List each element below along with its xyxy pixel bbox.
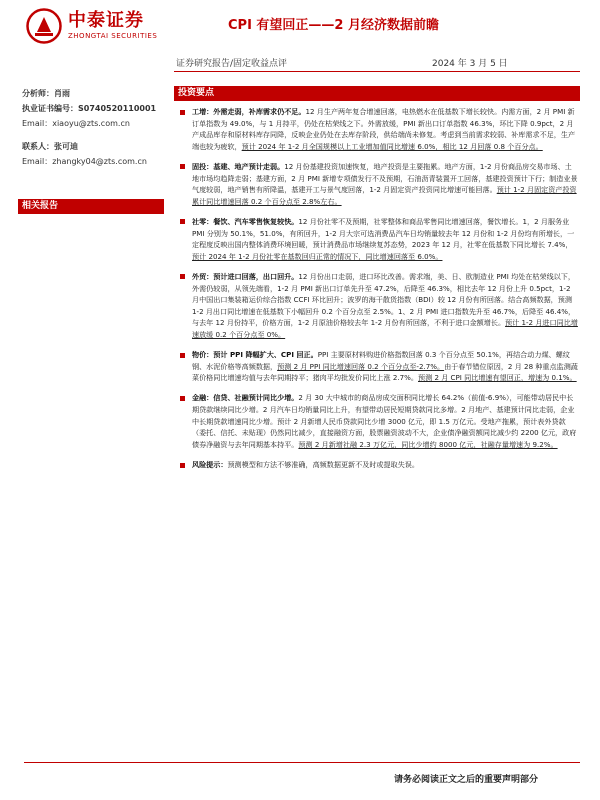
bullet-icon: [180, 274, 185, 279]
footer-divider: [24, 762, 580, 763]
point-retail: [178, 216, 578, 262]
footer-disclaimer: 请务必阅读正文之后的重要声明部分: [394, 775, 539, 785]
bullet-icon: [180, 110, 185, 115]
point-trade: [178, 271, 578, 341]
analyst-info: [22, 86, 168, 169]
report-title: CPI 有望回正——2 月经济数据前瞻: [228, 18, 440, 33]
point-industrial: [178, 106, 578, 152]
contact-label: 联系人：: [22, 142, 54, 151]
brand-emblem-icon: [26, 8, 62, 44]
license-number: S0740520110001: [78, 104, 157, 113]
point-highlight: 预计 2024 年 1-2 月全国规模以上工业增加值同比增速 6.0%，相比 12 月回落 0.8 个百分点。: [241, 141, 543, 151]
point-lead: 物价：预计 PPI 降幅扩大、CPI 回正。: [192, 350, 318, 360]
point-highlight: 预测 2 月新增社融 2.3 万亿元，同比少增约 8000 亿元，社融存量增速为 9.2%。: [298, 439, 558, 449]
related-reports-header: 相关报告: [18, 199, 164, 214]
point-body: 预测模型和方法不够准确，高频数据更新不及时或提取失误。: [227, 460, 419, 469]
report-date: 2024 年 3 月 5 日: [432, 59, 508, 69]
license-row: [22, 101, 168, 116]
point-lead: 固投：基建、地产预计走弱。: [192, 161, 285, 171]
point-body: 2 月 30 大中城市的商品房成交面积同比增长 64.2%（前值-6.9%），可能带动居民中长期贷款继续同比少增。2 月汽车日均销量同比上升，有望带动居民短期贷款同比多增。2 月地产、基建预计同比走弱，企业中长期贷款增速同比少增。预计 2 月新增人民币贷款同比少增 3000 亿元，即 1.5 万亿元。受地产拖累，预计表外贷款（委托、信托、未贴现）仍然同比减少，直接融资方面，股票融资波动不大，企业债净融资额同比减少约 2200 亿元，政府债券净融资与去年同期基本持平。: [192, 393, 577, 449]
email-label: Email：: [22, 157, 53, 166]
point-highlight: 预计 1-2 月进口同比增速放缓 0.2 个百分点至 0%。: [192, 318, 578, 339]
point-body: 12 月份基建投资加速恢复，地产投资是主要拖累。地产方面，1-2 月份商品房交易市场、土地市场均趋降走弱；基建方面，2 月 PMI 新增专项债发行不及预期，石油沥青装置开工回落，基建投资预计下行；制造业景气度较弱，地产销售有所降温，基建开工与景气度回落，1-2 月固定资产投资同比增速可能回落。: [192, 161, 578, 195]
contact-email[interactable]: zhangky04@zts.com.cn: [52, 157, 147, 166]
bullet-icon: [180, 219, 185, 224]
license-label: 执业证书编号：: [22, 104, 78, 113]
point-highlight: 预测 2 月 CPI 同比增速有望回正，增速为 0.1%。: [418, 373, 577, 383]
point-body: PPI 主要原材料购进价格指数回落 0.3 个百分点至 50.1%，再结合动力煤、螺纹钢、水泥价格等高频数据，: [192, 350, 570, 371]
point-body: 12 月份出口走弱，进口环比改善。需求端，美、日、欧制造业 PMI 均处在枯荣线以下，外需仍较弱，从领先端看，1-2 月 PMI 新出口订单先升至 47.2%，后降至 46.3%，相比去年 12 月份上升 0.5pct，1-2 月中国出口集装箱运价综合指数 CCFI 环比回升；波罗的海干散货指数（BDI）较 12 月份有所回落。结合高频数据，预测 1-2 月出口同比增速在低基数下小幅回升 0.2 个百分点至 2.5%。1、2 月 PMI 进口指数先升至 46.7%，后降至 46.4%，与去年 12 月份持平，价格方面，1-2 月原油价格较去年 1-2 月份有所回落，不利于进口金额增长。: [192, 271, 576, 328]
email-row: [22, 116, 168, 131]
brand-logo: [26, 8, 157, 44]
report-subline: [176, 56, 576, 69]
point-lead: 工增：外需走弱，补库需求仍不足。: [192, 107, 306, 116]
analyst-email[interactable]: xiaoyu@zts.com.cn: [52, 119, 130, 128]
point-prices: [178, 349, 578, 384]
point-lead: 外贸：预计进口回落，出口回升。: [192, 271, 299, 281]
bullet-icon: [180, 353, 185, 358]
analyst-row: [22, 86, 168, 101]
contact-name: 张可迪: [54, 142, 78, 151]
analyst-label: 分析师：: [22, 89, 54, 98]
brand-name-en: ZHONGTAI SECURITIES: [68, 32, 158, 40]
analyst-name: 肖雨: [54, 89, 70, 98]
header-divider: [174, 71, 580, 72]
brand-name-cn: 中泰证券: [68, 10, 144, 31]
point-lead: 社零：餐饮、汽车零售恢复较快。: [192, 216, 299, 226]
point-body: 由于春节错位原因，2 月 28 种重点监测蔬菜价格同比增速均值与去年同期持平；猪肉平均批发价同比上涨 2.7%。: [192, 361, 578, 383]
point-body: 12 月份社零不及预期，社零整体和商品零售同比增速回落，餐饮增长。1，2 月服务业 PMI 分别为 50.1%，51.0%，有所回升，1-2 月大宗可选消费品汽车日均销量较去年 12 月份和 1-2 月份均有所增长，一定程度反映出国内整体消费环境回暖，预计消费品市场继续复苏态势，2023 年 12 月，社零在低基数下同比增长 7.4%，: [192, 216, 575, 250]
point-highlight: 预计 2024 年 1-2 月份社零在基数回归正常的情况下，同比增速回落至 6.0%。: [192, 251, 443, 261]
point-body: 12 月生产两年复合增速回落，电热燃水在低基数下增长较快。内需方面，2 月 PMI 新订单指数为 49.0%，与 1 月持平，仍处在枯荣线之下。外需放缓，PMI 新出口订单指数 46.3%，环比下降 0.9pct，2 月产成品库存和原材料库存同降，反映企业仍处在去库存阶段，供给端尚未修复。考虑到当前需求较弱、补库需求不足，生产端也较为疲软，: [192, 107, 576, 151]
point-highlight: 预测 2 月 PPI 同比增速回落 0.2 个百分点至-2.7%。: [277, 361, 445, 371]
point-investment: [178, 161, 578, 207]
report-category: 证券研究报告/固定收益点评: [176, 59, 288, 69]
point-risk: [178, 459, 578, 471]
point-lead: 风险提示：: [192, 460, 228, 469]
bullet-icon: [180, 396, 185, 401]
point-lead: 金融：信贷、社融预计同比少增。: [192, 393, 299, 403]
point-finance: [178, 392, 578, 450]
contact-row: [22, 139, 168, 154]
bullet-icon: [180, 164, 185, 169]
contact-email-row: [22, 154, 168, 169]
email-label: Email：: [22, 119, 53, 128]
section-header: 投资要点: [174, 86, 580, 101]
point-highlight: 预计 1-2 月固定资产投资累计同比增速回落 0.2 个百分点至 2.8%左右。: [192, 185, 577, 206]
bullet-icon: [180, 463, 185, 468]
key-points: [178, 106, 578, 479]
